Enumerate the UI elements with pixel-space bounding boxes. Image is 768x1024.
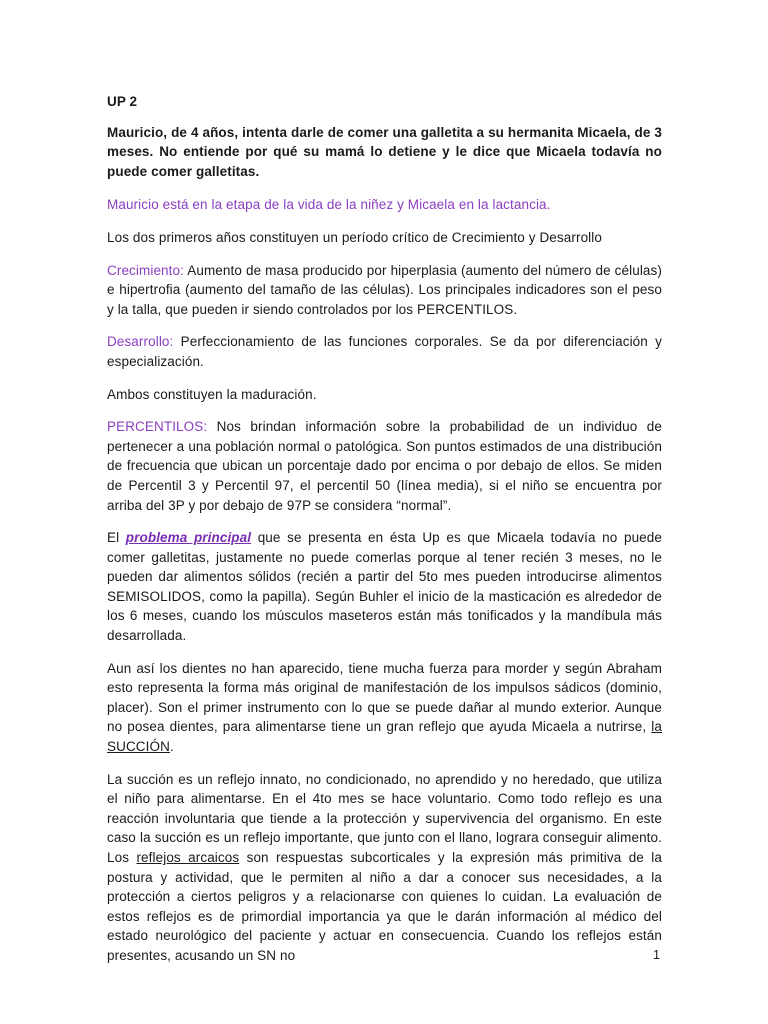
succion-pre: La succión es un reflejo innato, no condicionado, no aprendido y no heredado, que utiliza el niño para alimentarse. En el 4to mes se hace voluntario. Como todo reflejo es una reacción involuntaria que tiende a la protección y supervivencia del organismo. En este caso la succión es un reflejo importante, que junto con el llano, lograra conseguir alimento. Los (107, 771, 662, 865)
page-number: 1 (652, 948, 660, 962)
succion-underlined: la SUCCIÓN (107, 719, 662, 755)
problema-pre: El (107, 530, 126, 546)
desarrollo-paragraph (107, 332, 662, 371)
problema-paragraph (107, 528, 662, 646)
stage-paragraph: Mauricio está en la etapa de la vida de la niñez y Micaela en la lactancia. (107, 197, 551, 213)
maduracion-paragraph: Ambos constituyen la maduración. (107, 386, 317, 402)
percentilos-term: PERCENTILOS: (107, 419, 208, 435)
problema-highlight: problema principal (125, 530, 252, 546)
first-years-paragraph: Los dos primeros años constituyen un período crítico de Crecimiento y Desarrollo (107, 229, 602, 245)
problema-text: que se presenta en ésta Up es que Micaela todavía no puede comer galletitas, justamente no puede comerlas porque al tener recién 3 meses, no le pueden dar alimentos sólidos (recién a partir del 5to mes pueden introducirse alimentos SEMISOLIDOS, como la papilla). Según Buhler el inicio de la masticación es alrededor de los 6 meses, cuando los músculos maseteros están más tonificados y la mandíbula más desarrollada. (107, 530, 662, 644)
succion-post: son respuestas subcorticales y la expresión más primitiva de la postura y actividad, que le permiten al niño a dar a conocer sus necesidades, a la protección a ciertos peligros y a relacionarse con quienes lo cuidan. La evaluación de estos reflejos es de primordial importancia ya que le darán información al médico del estado neurológico del paciente y actuar en consecuencia. Cuando los reflejos están presentes, acusando un SN no (107, 850, 662, 963)
dientes-text: Aun así los dientes no han aparecido, tiene mucha fuerza para morder y según Abraham esto representa la forma más original de manifestación de los impulsos sádicos (dominio, placer). Son el primer instrumento con lo que se puede dañar al mundo exterior. Aunque no posea dientes, para alimentarse tiene un gran reflejo que ayuda Micaela a nutrirse, (107, 660, 662, 735)
reflejos-arcaicos-underlined: reflejos arcaicos (136, 850, 240, 865)
desarrollo-text: Perfeccionamiento de las funciones corporales. Se da por diferenciación y especialización. (107, 334, 662, 369)
succion-paragraph (107, 770, 662, 966)
crecimiento-paragraph (107, 261, 662, 320)
desarrollo-term: Desarrollo: (107, 334, 174, 350)
crecimiento-text: Aumento de masa producido por hiperplasia (aumento del número de células) e hipertrofia (aumento del tamaño de las células). Los principales indicadores son el peso y la talla, que pueden ir siendo controlados por los PERCENTILOS. (107, 262, 662, 317)
dientes-end: . (169, 739, 174, 755)
percentilos-text: Nos brindan información sobre la probabilidad de un individuo de pertenecer a una población normal o patológica. Son puntos estimados de una distribución de frecuencia que ubican un porcentaje dado por encima o por debajo de ellos. Se miden de Percentil 3 y Percentil 97, el percentil 50 (línea media), si el niño se encuentra por arriba del 3P y por debajo de 97P se considera “normal”. (107, 419, 662, 513)
percentilos-paragraph (107, 417, 662, 515)
crecimiento-term: Crecimiento: (107, 262, 184, 278)
document-title: UP 2 (107, 94, 138, 109)
dientes-paragraph (107, 659, 662, 757)
case-intro: Mauricio, de 4 años, intenta darle de comer una galletita a su hermanita Micaela, de 3 meses. No entiende por qué su mamá lo detiene y le dice que Micaela todavía no puede comer galletitas. (107, 124, 662, 179)
